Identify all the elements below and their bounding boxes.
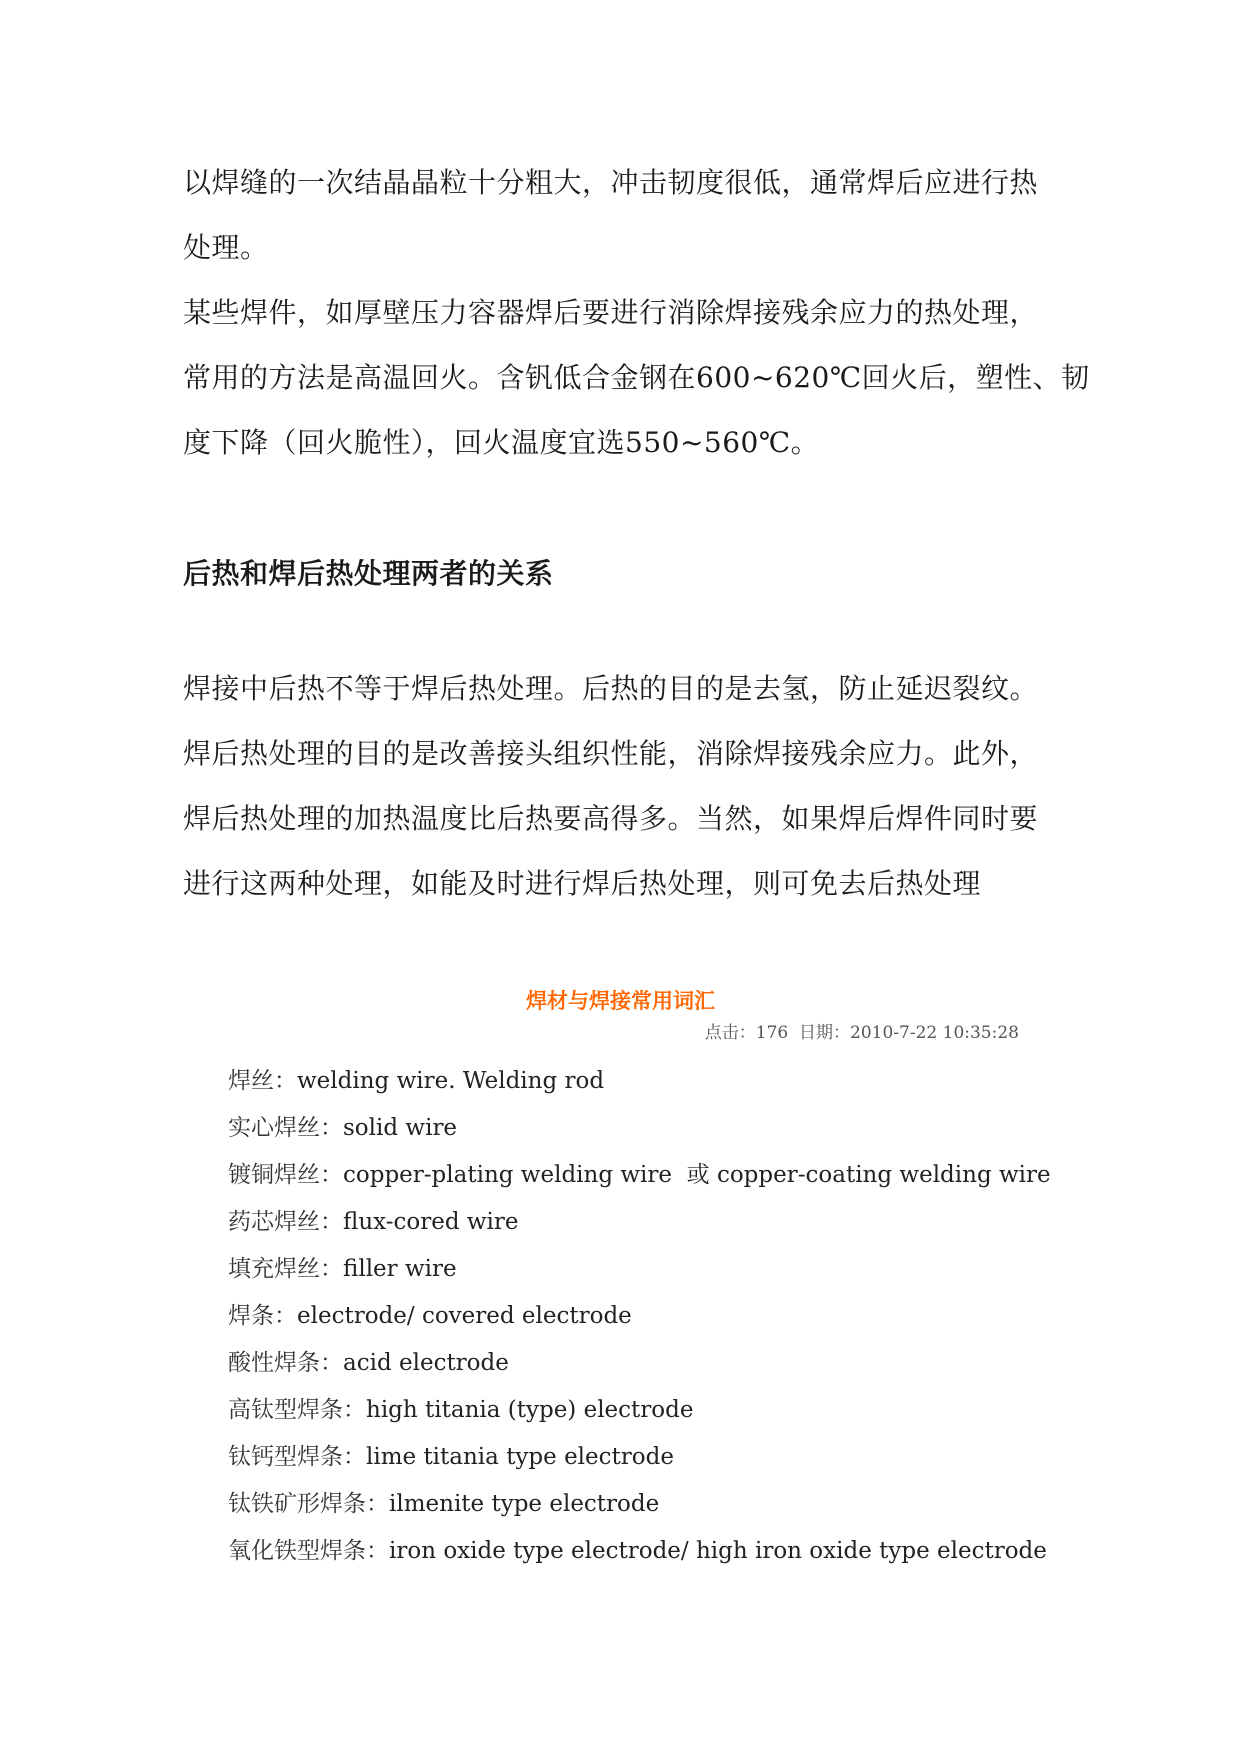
clicks-count: 176: [755, 1023, 789, 1043]
list-item: [228, 1058, 1051, 1105]
vocab-term: 填充焊丝：: [228, 1256, 343, 1282]
vocab-term: 高钛型焊条：: [228, 1397, 366, 1423]
paragraph-line: 以焊缝的一次结晶晶粒十分粗大，冲击韧度很低，通常焊后应进行热: [183, 166, 1039, 199]
vocab-translation: copper-plating welding wire 或 copper-coating welding wire: [343, 1162, 1051, 1188]
vocab-translation: solid wire: [343, 1115, 458, 1141]
vocab-translation: welding wire. Welding rod: [297, 1068, 605, 1094]
paragraph-line: 焊后热处理的目的是改善接头组织性能，消除焊接残余应力。此外，: [183, 737, 1039, 770]
paragraph-line: 焊接中后热不等于焊后热处理。后热的目的是去氢，防止延迟裂纹。: [183, 672, 1039, 705]
list-item: [228, 1481, 1051, 1528]
article-meta: [705, 1021, 1019, 1045]
article-title: 焊材与焊接常用词汇: [526, 989, 715, 1013]
paragraph-line: 度下降（回火脆性），回火温度宜选550~560℃。: [183, 426, 820, 459]
vocab-translation: iron oxide type electrode/ high iron oxide type electrode: [389, 1538, 1047, 1564]
vocab-translation: high titania (type) electrode: [366, 1397, 694, 1423]
paragraph-line: 进行这两种处理，如能及时进行焊后热处理，则可免去后热处理: [183, 867, 982, 900]
vocab-term: 钛钙型焊条：: [228, 1444, 366, 1470]
paragraph-line: 焊后热处理的加热温度比后热要高得多。当然，如果焊后焊件同时要: [183, 802, 1039, 835]
list-item: [228, 1152, 1051, 1199]
date-label: 日期：: [799, 1023, 851, 1043]
list-item: [228, 1105, 1051, 1152]
list-item: [228, 1293, 1051, 1340]
vocab-term: 钛铁矿形焊条：: [228, 1491, 389, 1517]
vocabulary-list: [228, 1058, 1051, 1575]
vocab-translation: lime titania type electrode: [366, 1444, 674, 1470]
vocab-translation: electrode/ covered electrode: [297, 1303, 632, 1329]
list-item: [228, 1528, 1051, 1575]
paragraph-post-heat: [183, 656, 1083, 916]
list-item: [228, 1387, 1051, 1434]
list-item: [228, 1434, 1051, 1481]
vocab-translation: ilmenite type electrode: [389, 1491, 660, 1517]
clicks-label: 点击：: [704, 1023, 756, 1043]
vocab-term: 药芯焊丝：: [228, 1209, 343, 1235]
vocab-term: 实心焊丝：: [228, 1115, 343, 1141]
list-item: [228, 1199, 1051, 1246]
list-item: [228, 1340, 1051, 1387]
section-heading: 后热和焊后热处理两者的关系: [183, 557, 554, 590]
article-date: 2010-7-22 10:35:28: [850, 1023, 1019, 1043]
vocab-term: 焊丝：: [228, 1068, 297, 1094]
vocab-term: 氧化铁型焊条：: [228, 1538, 389, 1564]
vocab-term: 镀铜焊丝：: [228, 1162, 343, 1188]
vocab-translation: filler wire: [343, 1256, 457, 1282]
paragraph-heat-treatment: [183, 150, 1090, 475]
vocab-term: 焊条：: [228, 1303, 297, 1329]
paragraph-line: 某些焊件，如厚壁压力容器焊后要进行消除焊接残余应力的热处理，: [183, 296, 1039, 329]
vocab-term: 酸性焊条：: [228, 1350, 343, 1376]
paragraph-line: 常用的方法是高温回火。含钒低合金钢在600~620℃回火后，塑性、韧: [183, 361, 1090, 394]
paragraph-line: 处理。: [183, 231, 269, 264]
vocab-translation: flux-cored wire: [343, 1209, 519, 1235]
list-item: [228, 1246, 1051, 1293]
vocab-translation: acid electrode: [343, 1350, 509, 1376]
